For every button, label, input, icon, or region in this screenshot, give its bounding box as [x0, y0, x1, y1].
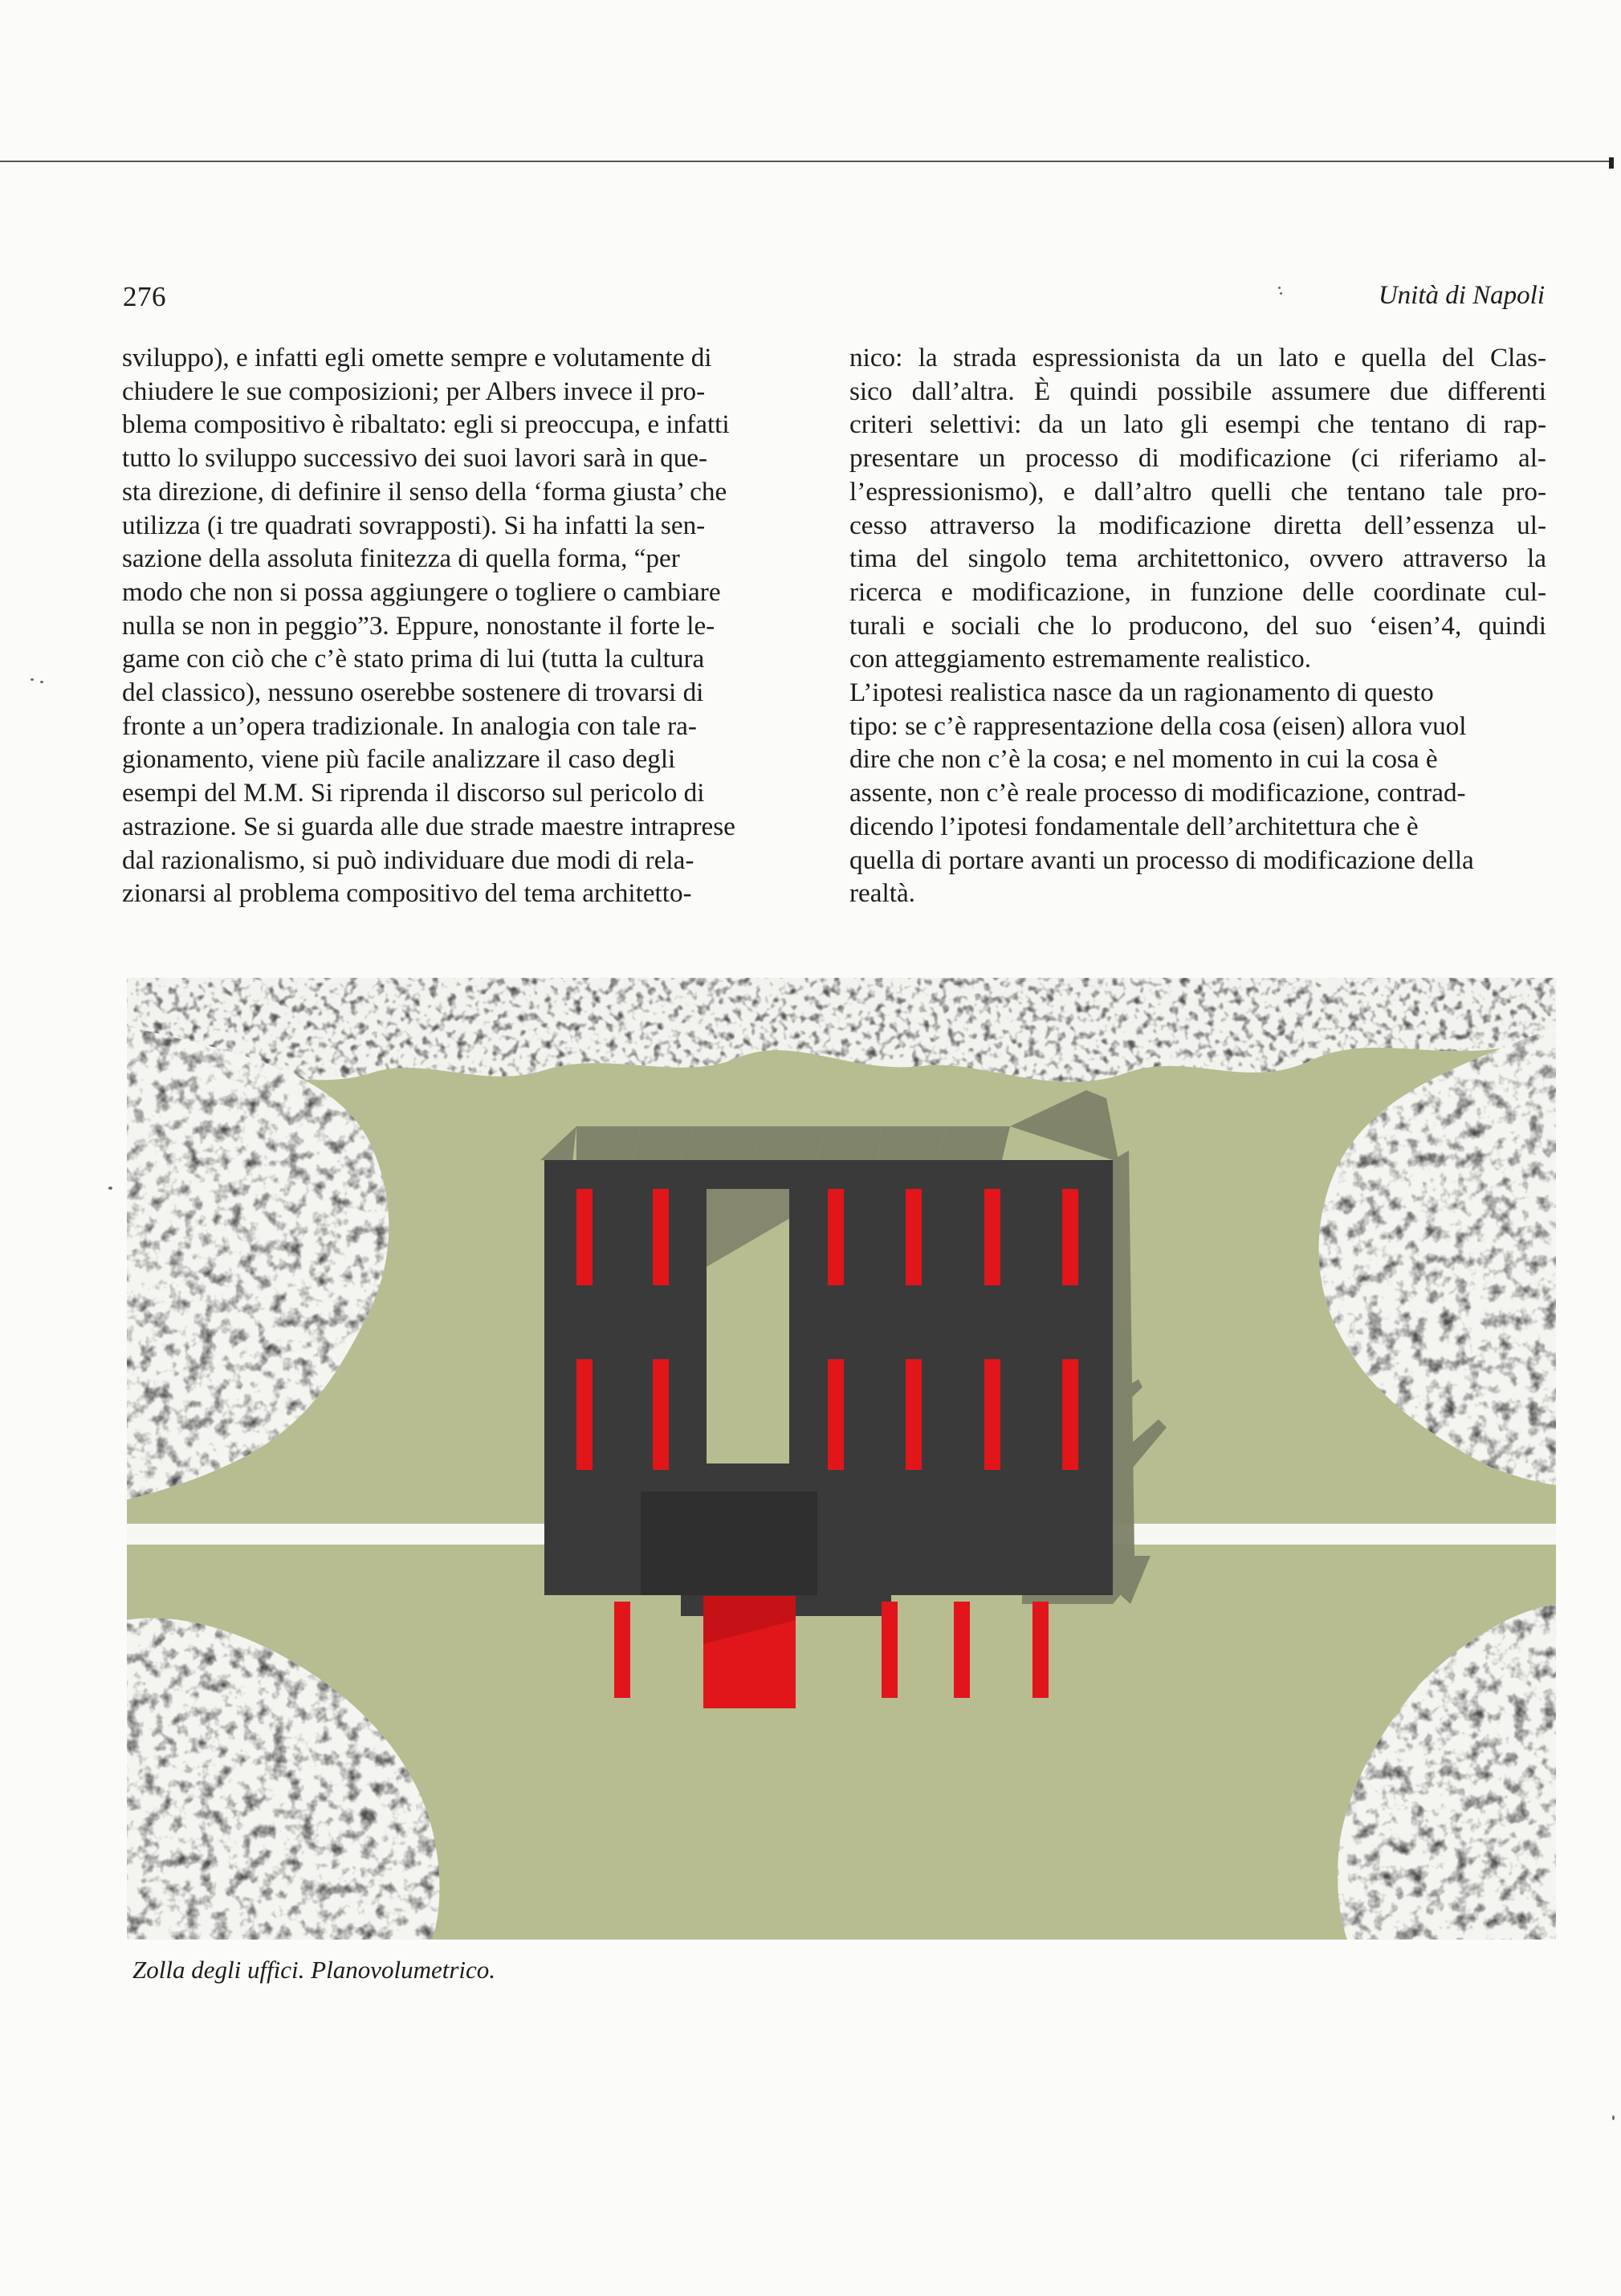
- text-line: l’espressionismo), e dall’altro quelli che tentano tale pro-: [849, 476, 1546, 507]
- top-rule: [0, 161, 1614, 162]
- site-plan-drawing: [127, 978, 1556, 1940]
- corner-mark: [1609, 157, 1614, 169]
- window: [984, 1189, 1000, 1285]
- scan-speck: [40, 681, 43, 683]
- paragraph: [849, 676, 1546, 910]
- text-line: gionamento, viene più facile analizzare il caso degli: [122, 744, 676, 775]
- text-line: utilizza (i tre quadrati sovrapposti). Si ha infatti la sen-: [122, 510, 706, 540]
- window: [576, 1359, 593, 1470]
- text-line: esempi del M.M. Si riprenda il discorso sul pericolo di: [122, 778, 705, 808]
- running-title: Unità di Napoli: [1378, 281, 1545, 310]
- text-line: del classico), nessuno oserebbe sostenere di trovarsi di: [122, 678, 704, 708]
- scan-speck: [1278, 287, 1281, 289]
- window: [906, 1189, 922, 1285]
- text-line: con atteggiamento estremamente realistico.: [849, 644, 1312, 674]
- text-line: astrazione. Se si guarda alle due strade maestre intraprese: [122, 811, 735, 841]
- text-line: dal razionalismo, si può individuare due modi di rela-: [122, 845, 694, 875]
- text-line: criteri selettivi: da un lato gli esempi che tentano di rap-: [849, 409, 1546, 440]
- text-line: tutto lo sviluppo successivo dei suoi lavori sarà in que-: [122, 443, 708, 474]
- window: [653, 1359, 669, 1470]
- paragraph: [122, 341, 819, 910]
- text-line: quella di portare avanti un processo di modificazione della: [849, 845, 1474, 875]
- window: [1032, 1602, 1049, 1698]
- text-line: tipo: se c’è rappresentazione della cosa (eisen) allora vuol: [849, 710, 1467, 741]
- text-line: turali e sociali che lo producono, del suo ‘eisen’4, quindi: [849, 610, 1546, 641]
- text-line: dicendo l’ipotesi fondamentale dell’architettura che è: [849, 811, 1419, 841]
- window: [1062, 1189, 1078, 1285]
- window: [828, 1189, 844, 1285]
- scan-speck: [108, 1187, 112, 1190]
- scan-speck: [31, 678, 34, 681]
- text-line: sico dall’altra. È quindi possibile assumere due differenti: [849, 376, 1546, 406]
- paragraph: [849, 341, 1546, 676]
- text-line: tima del singolo tema architettonico, ovvero attraverso la: [849, 543, 1546, 574]
- scan-speck: [1280, 292, 1282, 295]
- text-line: assente, non c’è reale processo di modificazione, contrad-: [849, 778, 1466, 808]
- page-number: 276: [123, 281, 166, 312]
- text-line: chiudere le sue composizioni; per Albers invece il pro-: [122, 376, 706, 406]
- text-line: ricerca e modificazione, in funzione delle coordinate cul-: [849, 576, 1546, 607]
- right-text-column: [849, 341, 1546, 910]
- text-line: sazione della assoluta finitezza di quella forma, “per: [122, 543, 680, 574]
- window: [576, 1189, 593, 1285]
- window: [954, 1602, 970, 1698]
- left-text-column: [122, 341, 819, 910]
- window: [614, 1602, 630, 1698]
- window: [906, 1359, 922, 1470]
- text-line: presentare un processo di modificazione (ci riferiamo al-: [849, 443, 1546, 474]
- text-line: zionarsi al problema compositivo del tema architetto-: [122, 878, 692, 909]
- scan-speck: [1612, 2115, 1615, 2120]
- window: [984, 1359, 1000, 1470]
- text-line: cesso attraverso la modificazione diretta dell’essenza ul-: [849, 510, 1546, 540]
- figure-caption: Zolla degli uffici. Planovolumetrico.: [132, 1956, 496, 1984]
- window: [1062, 1359, 1078, 1470]
- text-line: modo che non si possa aggiungere o togliere o cambiare: [122, 576, 721, 607]
- text-line: blema compositivo è ribaltato: egli si preoccupa, e infatti: [122, 409, 730, 440]
- text-line: realtà.: [849, 878, 915, 909]
- text-line: sviluppo), e infatti egli omette sempre e volutamente di: [122, 343, 712, 372]
- text-line: L’ipotesi realistica nasce da un ragionamento di questo: [849, 678, 1434, 708]
- site-plan-figure: [127, 978, 1556, 1940]
- text-line: nico: la strada espressionista da un lato e quella del Clas-: [849, 343, 1546, 372]
- building-shading: [641, 1492, 817, 1595]
- text-line: sta direzione, di definire il senso della ‘forma giusta’ che: [122, 476, 727, 507]
- text-line: dire che non c’è la cosa; e nel momento in cui la cosa è: [849, 744, 1438, 775]
- text-line: game con ciò che c’è stato prima di lui (tutta la cultura: [122, 644, 705, 674]
- window: [882, 1602, 898, 1698]
- text-line: nulla se non in peggio”3. Eppure, nonostante il forte le-: [122, 610, 715, 641]
- window: [828, 1359, 844, 1470]
- text-line: fronte a un’opera tradizionale. In analogia con tale ra-: [122, 710, 697, 741]
- window: [653, 1189, 669, 1285]
